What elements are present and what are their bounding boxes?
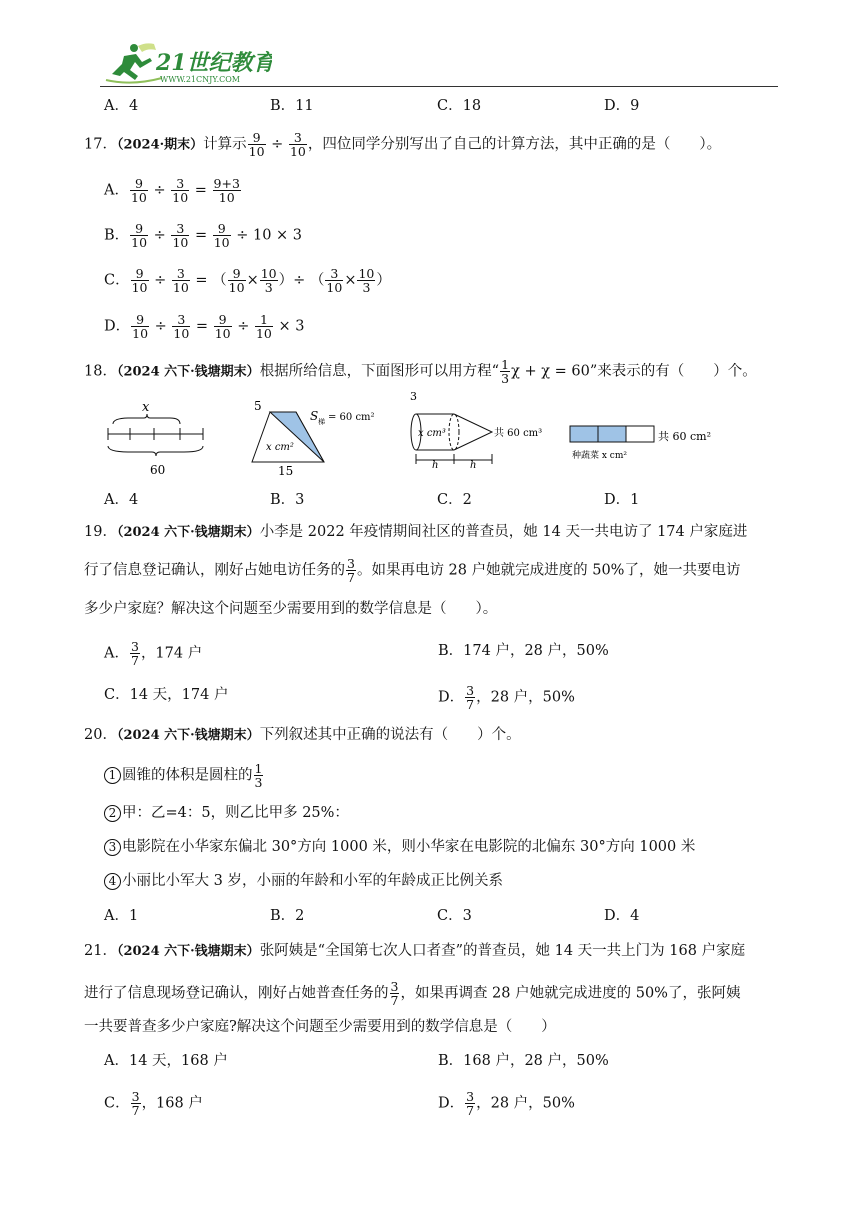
q19-option-b[interactable]: B．174 户，28 户，50% — [438, 643, 609, 659]
option-a[interactable]: A．4 — [104, 492, 139, 508]
q19-line-2: 行了信息登记确认，刚好占她电访任务的 $\frac{3}{7}$ 。如果再电访 28 户她就完成进度的 50%了，她一共要电访 — [84, 556, 741, 585]
option-b[interactable]: B．11 — [270, 98, 314, 114]
figure-label: 15 — [278, 464, 294, 478]
q20-statement-4: 4 小丽比小军大 3 岁，小丽的年龄和小军的年龄成正比例关系 — [104, 870, 503, 892]
q19-line-1: 19．（2024 六下·钱塘期末）小李是 2022 年疫情期间社区的普查员，她 14 天一共电访了 174 户家庭进 — [84, 524, 748, 540]
figure-label: 3 — [410, 390, 417, 403]
option-c[interactable]: C．18 — [437, 98, 482, 114]
logo-text: 21世纪教育 — [156, 50, 272, 76]
figure-label: 共 60 cm² — [658, 430, 711, 443]
header-divider — [100, 86, 778, 87]
option-b[interactable]: B．2 — [270, 908, 305, 924]
q16-options — [104, 94, 784, 116]
q21-option-d[interactable]: D． $\frac{3}{7}$ ，28 户，50% — [438, 1089, 575, 1118]
figure-label: h — [470, 460, 477, 470]
figure-label: x — [142, 400, 150, 415]
runner-icon — [106, 43, 162, 82]
q17-option-c[interactable]: C． $\frac{9}{10}$ ÷ $\frac{3}{10}$ = （ $\frac{9}{10}$ × $\frac{10}{3}$ ）÷ （ $\frac{3}{10}$ × $\frac{10}{3}$ ） — [104, 266, 391, 295]
figure-label: h — [432, 460, 439, 470]
fraction: $\frac{3}{10}$ — [289, 130, 306, 159]
q17-option-b[interactable]: B． $\frac{9}{10}$ ÷ $\frac{3}{10}$ = $\frac{9}{10}$ ÷ 10 × 3 — [104, 221, 303, 250]
figure-label: = 60 cm² — [328, 412, 375, 423]
q18-options — [104, 488, 784, 510]
fraction: $\frac{9}{10}$ — [248, 130, 265, 159]
figure-label: 种蔬菜 x cm² — [572, 451, 627, 461]
figure-label: 共 60 cm³ — [494, 428, 543, 439]
q20-options — [104, 904, 784, 926]
q21-line-3: 一共要普查多少户家庭?解决这个问题至少需要用到的数学信息是（ ） — [84, 1019, 556, 1035]
option-a[interactable]: A．1 — [104, 908, 139, 924]
q17-option-a[interactable]: A． $\frac{9}{10}$ ÷ $\frac{3}{10}$ = $\frac{9+3}{10}$ — [104, 176, 240, 205]
logo-url: WWW.21CNJY.COM — [160, 75, 240, 84]
site-logo — [102, 40, 272, 86]
q18-figure-2 — [246, 398, 376, 478]
q21-line-2: 进行了信息现场登记确认，刚好占她普查任务的 $\frac{3}{7}$ ，如果再调查 28 户她就完成进度的 50%了，张阿姨 — [84, 979, 741, 1008]
option-d[interactable]: D．4 — [604, 908, 640, 924]
q20-stem: 20．（2024 六下·钱塘期末）下列叙述其中正确的说法有（ ）个。 — [84, 727, 521, 743]
q19-option-d[interactable]: D． $\frac{3}{7}$ ，28 户，50% — [438, 683, 575, 712]
option-c[interactable]: C．2 — [437, 492, 472, 508]
q20-statement-2: 2 甲：乙=4：5，则乙比甲多 25%： — [104, 802, 349, 824]
option-a[interactable]: A．4 — [104, 98, 139, 114]
q21-option-c[interactable]: C． $\frac{3}{7}$ ，168 户 — [104, 1089, 203, 1118]
option-b[interactable]: B．3 — [270, 492, 305, 508]
figure-label: 60 — [150, 463, 166, 477]
q17-option-d[interactable]: D． $\frac{9}{10}$ ÷ $\frac{3}{10}$ = $\frac{9}{10}$ ÷ $\frac{1}{10}$ × 3 — [104, 312, 305, 341]
figure-label: S — [310, 409, 319, 423]
q20-statement-3: 3 电影院在小华家东偏北 30°方向 1000 米，则小华家在电影院的北偏东 30°方向 1000 米 — [104, 836, 695, 858]
q18-stem: 18．（2024 六下·钱塘期末）根据所给信息，下面图形可以用方程“ $\frac{1}{3}$ χ + χ = 60”来表示的有（ ）个。 — [84, 357, 757, 386]
option-d[interactable]: D．9 — [604, 98, 640, 114]
q20-statement-1: 1 圆锥的体积是圆柱的 $\frac{1}{3}$ — [104, 762, 264, 789]
option-d[interactable]: D．1 — [604, 492, 640, 508]
figure-label: x cm² — [266, 442, 294, 453]
figure-label: 5 — [254, 399, 262, 413]
q19-line-3: 多少户家庭？解决这个问题至少需要用到的数学信息是（ ）。 — [84, 601, 498, 617]
figure-label: 梯 — [318, 418, 325, 426]
q19-option-a[interactable]: A． $\frac{3}{7}$ ，174 户 — [104, 639, 203, 668]
q18-figure-3 — [404, 390, 554, 470]
q21-line-1: 21．（2024 六下·钱塘期末）张阿姨是“全国第七次人口者查”的普查员，她 14 天一共上门为 168 户家庭 — [84, 943, 746, 959]
q21-option-a[interactable]: A．14 天，168 户 — [104, 1053, 228, 1069]
q18-figure-4 — [566, 414, 726, 464]
q19-option-c[interactable]: C．14 天，174 户 — [104, 687, 229, 703]
q18-figure-1 — [100, 398, 220, 480]
q21-option-b[interactable]: B．168 户，28 户，50% — [438, 1053, 609, 1069]
q17-stem: 17．（2024·期末）计算示 $\frac{9}{10}$ ÷ $\frac{3}{10}$ ，四位同学分别写出了自己的计算方法，其中正确的是（ ）。 — [84, 130, 722, 159]
figure-label: x cm³ — [418, 428, 446, 439]
option-c[interactable]: C．3 — [437, 908, 472, 924]
